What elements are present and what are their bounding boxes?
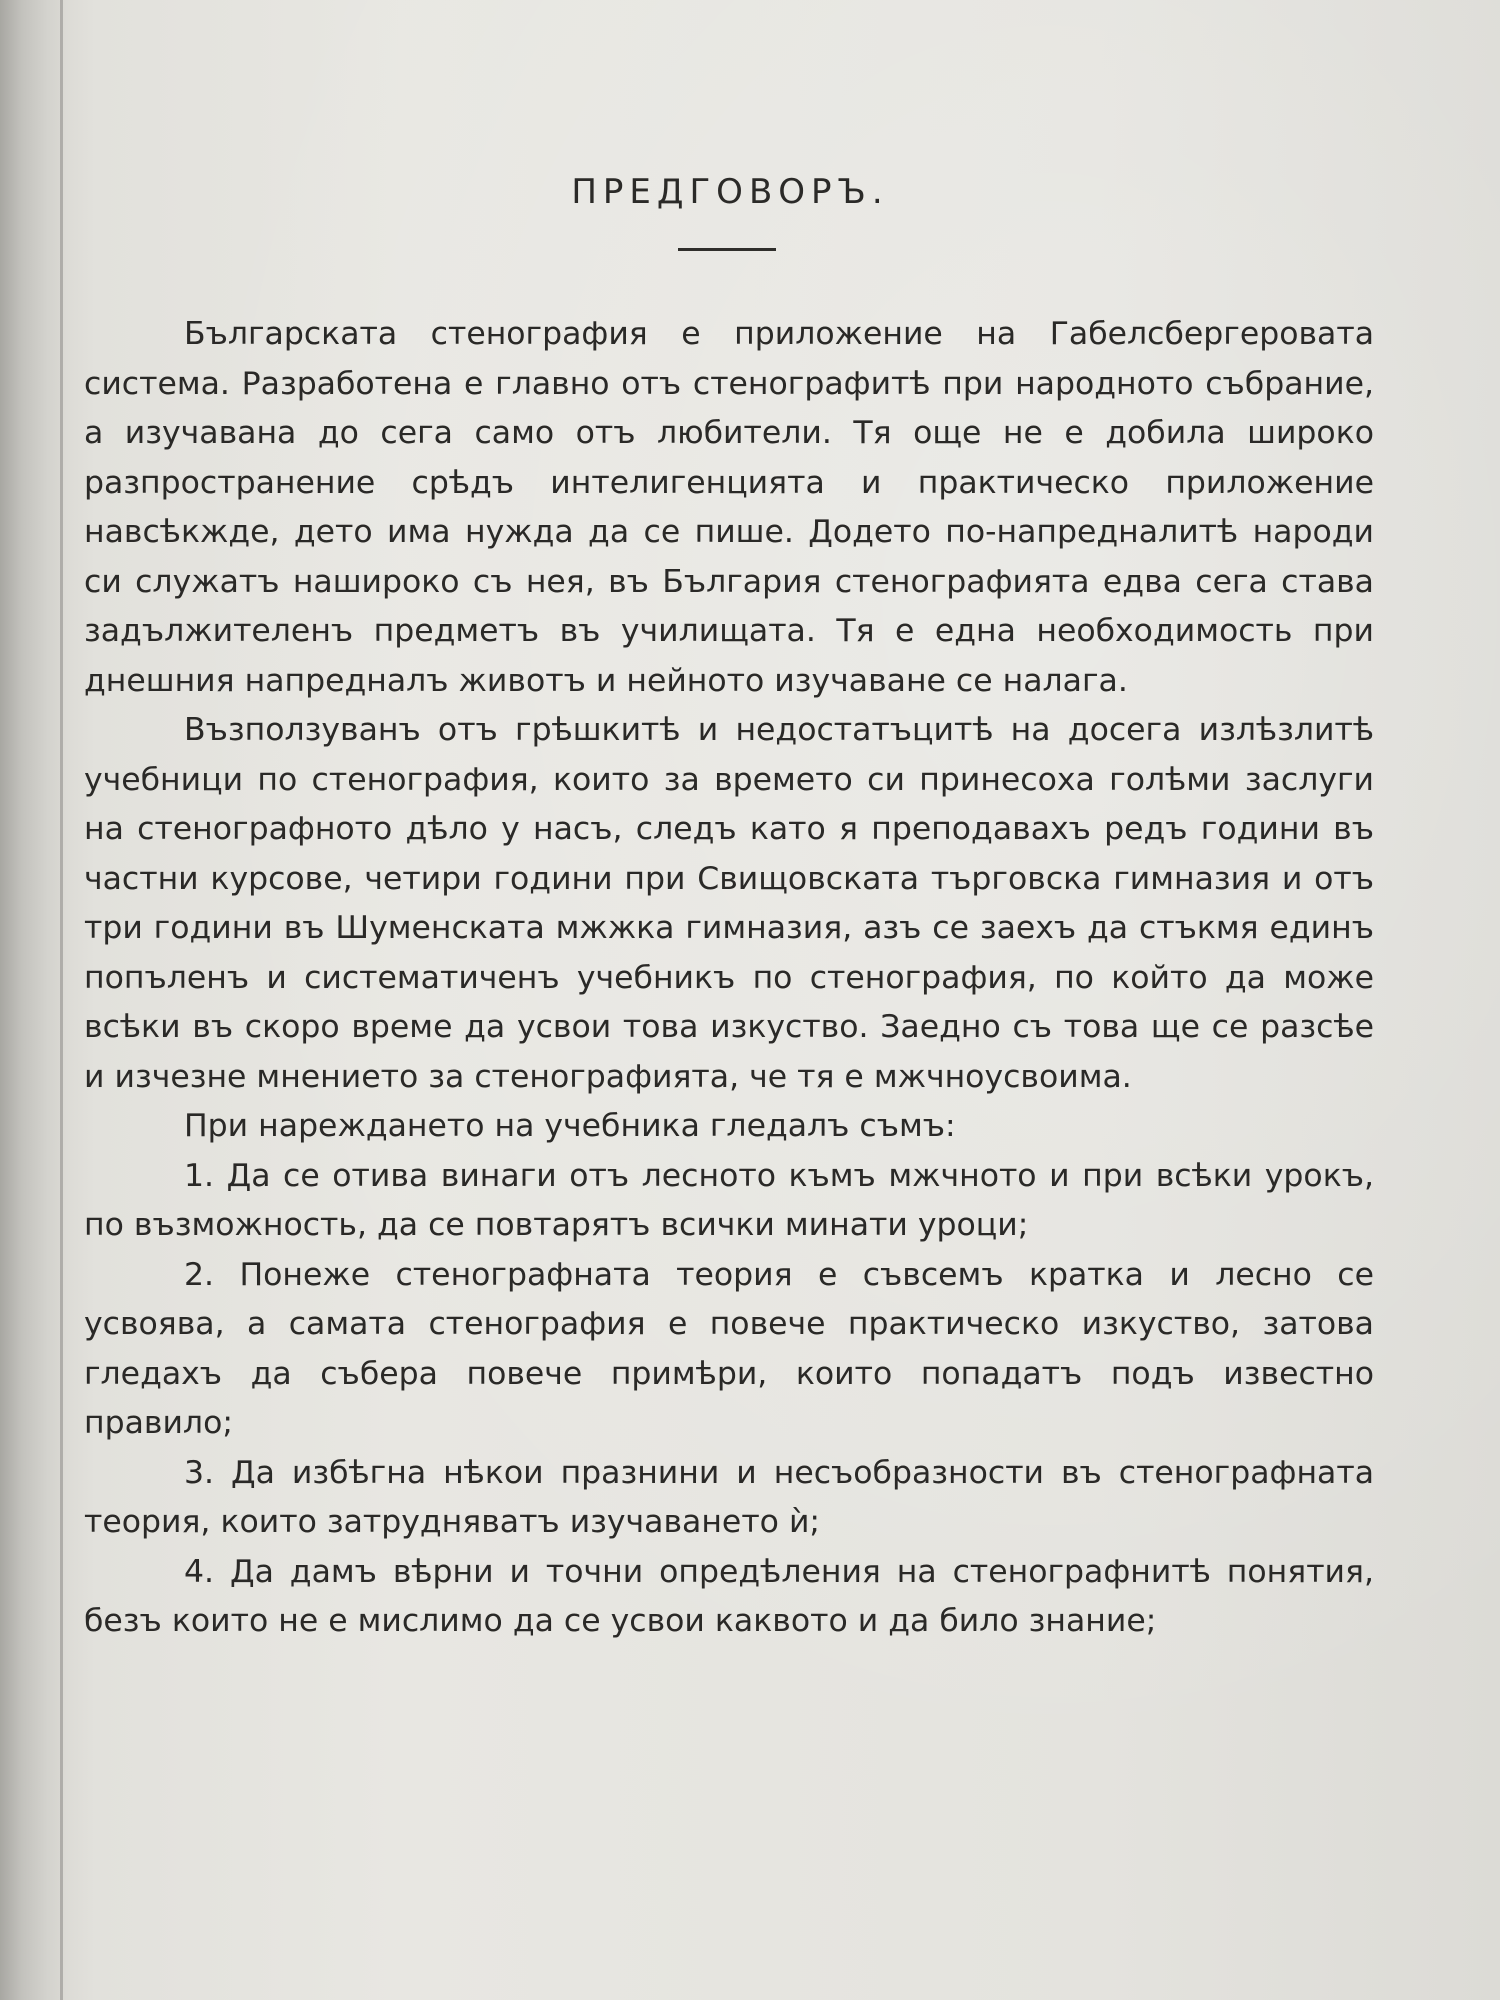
title-divider [678,248,776,251]
paragraph-principle-4: 4. Да дамъ вѣрни и точни опредѣления на стенографнитѣ понятия, безъ които не е мислимо да се усвои каквото и да било знание; [84,1553,1374,1639]
binding-edge [60,0,63,2000]
paragraph-principle-1: 1. Да се отива винаги отъ лесното къмъ мжчното и при всѣки урокъ, по възможность, да се повтарятъ всички минати уроци; [84,1157,1374,1243]
paragraph-principle-2: 2. Понеже стенографната теория е съвсемъ кратка и лесно се усвоява, а самата стенография е повече практическо изкуство, затова гледахъ да събера повече примѣри, които попадатъ подъ известно правило; [84,1256,1374,1441]
paragraph-intro: Българската стенография е приложение на Габелсбергеровата система. Разработена е главно отъ стенографитѣ при народното събрание, а изучавана до сега само отъ любители. Тя още не е добила широко разпространение срѣдъ интелигенцията и практическо приложение навсѣкжде, дето има нужда да се пише. Додето по-напредналитѣ народи си служатъ нашироко съ нея, въ България стенографията едва сега става задължителенъ предметъ въ училищата. Тя е една необходимость при днешния напредналъ животъ и нейното изучаване се налага. [84,316,1374,699]
preface-body [84,310,1374,1647]
paragraph-motivation: Възползуванъ отъ грѣшкитѣ и недостатъцитѣ на досега излѣзлитѣ учебници по стенография, които за времето си принесоха голѣми заслуги на стенографното дѣло у насъ, следъ като я преподавахъ редъ години въ частни курсове, четири години при Свищовската търговска гимназия и отъ три години въ Шуменската мжжка гимназия, азъ се заехъ да стъкмя единъ попъленъ и систематиченъ учебникъ по стенография, по който да може всѣки въ скоро време да усвои това изкуство. Заедно съ това ще се разсѣе и изчезне мнението за стенографията, че тя е мжчноусвоима. [84,712,1374,1095]
page-title: ПРЕДГОВОРЪ. [571,172,889,212]
binding-shadow [0,0,66,2000]
paragraph-principle-3: 3. Да избѣгна нѣкои празнини и несъобразности въ стенографната теория, които затрудняватъ изучаването ѝ; [84,1454,1374,1540]
paragraph-principles-lead: При нареждането на учебника гледалъ съмъ: [184,1108,956,1144]
